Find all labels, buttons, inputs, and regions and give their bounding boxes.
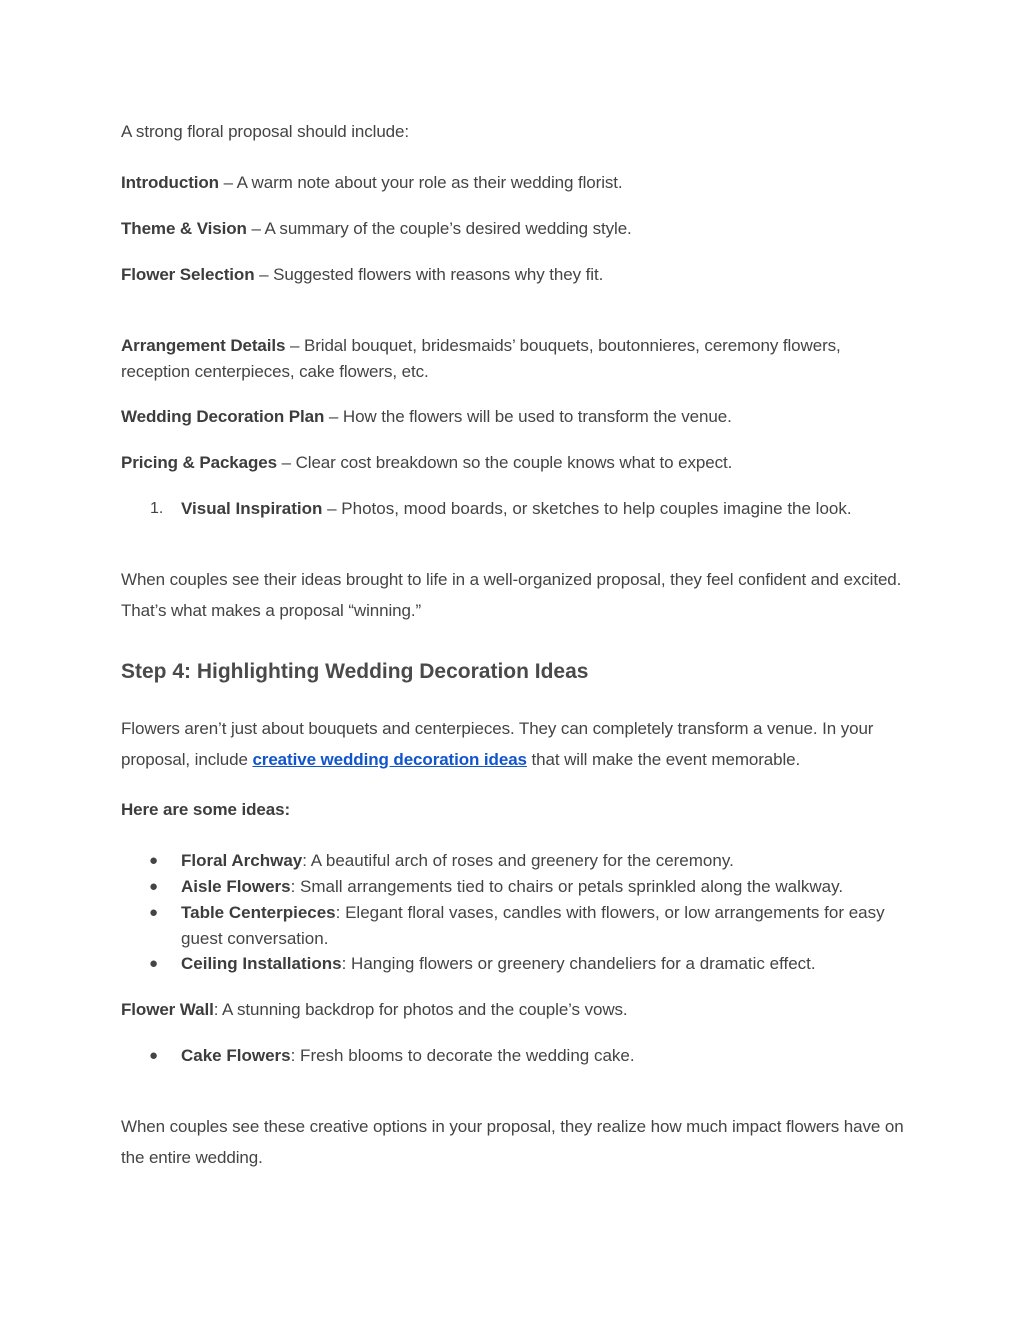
bullet-icon: ● [149,955,159,972]
bullet-icon: ● [149,852,159,869]
description: : Elegant floral vases, candles with flowers, or low arrangements for easy guest conversation. [181,903,885,948]
term: Flower Selection [121,265,255,284]
list-item-text [181,848,911,874]
description: – Bridal bouquet, bridesmaids’ bouquets, boutonnieres, ceremony flowers, reception centerpieces, cake flowers, etc. [121,336,841,381]
bullet-icon: ● [149,878,159,895]
term: Theme & Vision [121,219,247,238]
list-item [121,874,911,900]
term: Introduction [121,173,219,192]
term: Pricing & Packages [121,453,277,472]
list-number: 1. [150,500,164,517]
term: Wedding Decoration Plan [121,407,325,426]
paragraph-winning: When couples see their ideas brought to life in a well-organized proposal, they feel confident and excited. That’s what makes a proposal “winning.” [121,570,902,620]
text-before-link: Flowers aren’t just about bouquets and centerpieces. They can completely transform a venue. In your proposal, include [121,719,874,769]
term: Ceiling Installations [181,954,342,973]
description: : Hanging flowers or greenery chandeliers for a dramatic effect. [341,954,816,973]
list-item [121,1043,911,1069]
list-item-text [181,496,911,522]
step4-heading: Step 4: Highlighting Wedding Decoration Ideas [121,660,589,683]
description: – A warm note about your role as their wedding florist. [218,173,623,192]
proposal-item-decoration-plan [121,404,911,430]
text-after-link: that will make the event memorable. [526,750,801,769]
intro-line: A strong floral proposal should include: [121,122,410,141]
term: Cake Flowers [181,1046,291,1065]
list-item [121,951,911,977]
description: – Suggested flowers with reasons why they fit. [254,265,604,284]
term: Flower Wall [121,1000,214,1019]
flower-wall-line [121,997,911,1023]
list-item-text [181,900,911,952]
term: Aisle Flowers [181,877,291,896]
list-item-text [181,874,911,900]
bullet-icon: ● [149,1047,159,1064]
description: – Photos, mood boards, or sketches to help couples imagine the look. [322,499,852,518]
list-item [121,848,911,874]
description: : Small arrangements tied to chairs or petals sprinkled along the walkway. [290,877,844,896]
decoration-ideas-link[interactable]: creative wedding decoration ideas [252,750,527,769]
proposal-item-pricing [121,450,911,476]
description: – How the flowers will be used to transform the venue. [324,407,732,426]
list-item-text [181,1043,911,1069]
list-item-text [181,951,911,977]
term: Visual Inspiration [181,499,323,518]
term: Table Centerpieces [181,903,336,922]
bullet-icon: ● [149,904,159,921]
proposal-item-introduction [121,170,911,196]
description: : Fresh blooms to decorate the wedding cake. [290,1046,635,1065]
numbered-item-visual-inspiration [121,496,911,522]
term: Arrangement Details [121,336,286,355]
proposal-item-theme-vision [121,216,911,242]
description: : A stunning backdrop for photos and the couple’s vows. [213,1000,628,1019]
description: – A summary of the couple’s desired wedding style. [246,219,632,238]
proposal-item-flower-selection [121,262,911,288]
ideas-label [121,797,911,823]
description: – Clear cost breakdown so the couple knows what to expect. [277,453,733,472]
term: Floral Archway [181,851,303,870]
ideas-label-text: Here are some ideas: [121,800,291,819]
step4-paragraph [121,713,911,775]
proposal-item-arrangement-details [121,333,911,385]
list-item [121,900,911,952]
description: : A beautiful arch of roses and greenery for the ceremony. [302,851,734,870]
closing-paragraph: When couples see these creative options in your proposal, they realize how much impact flowers have on the entire wedding. [121,1117,904,1167]
